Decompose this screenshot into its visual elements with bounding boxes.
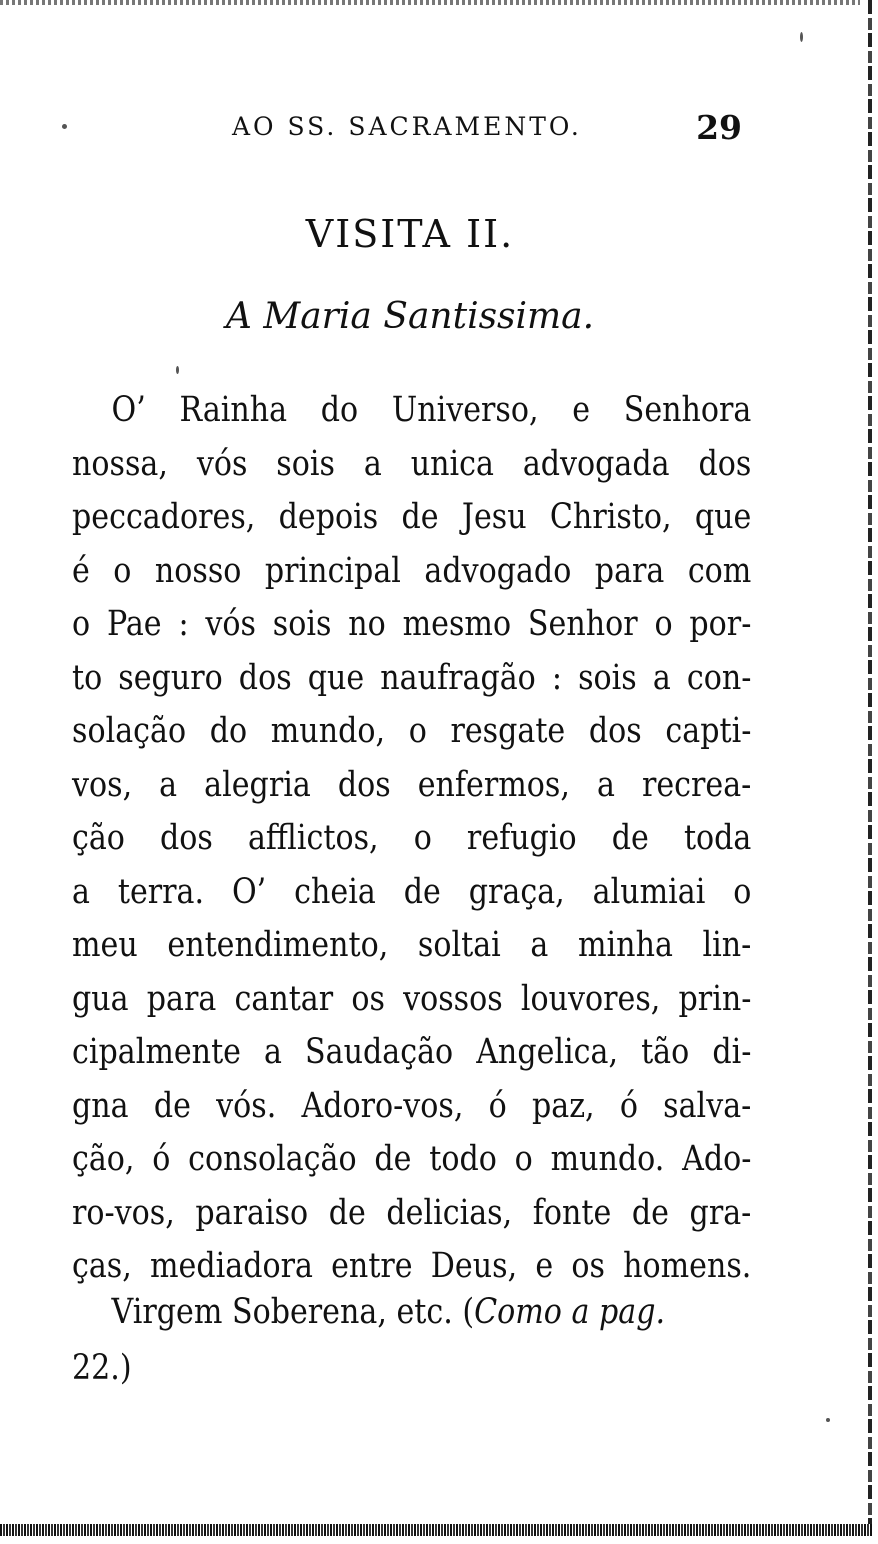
page-right-edge [868,0,872,1530]
ink-speck [826,1418,830,1422]
word: salva- [663,1085,752,1126]
text-line [72,1133,751,1187]
word: dos [337,764,391,805]
word: minha [578,925,673,965]
word: os [351,978,385,1019]
closing-line-1 [72,1284,751,1340]
word: ro-vos, [72,1192,175,1233]
word: que [307,657,365,698]
word: Christo, [549,497,672,537]
word: o [408,711,427,751]
text-line [72,1080,751,1134]
word: cantar [234,978,334,1019]
word: alegria [204,764,311,805]
word: a [530,925,549,965]
word: a [159,764,178,805]
word: com [687,550,752,591]
word: de [153,1085,191,1126]
word: o [113,550,132,591]
word: entre [331,1246,413,1286]
visit-title: VISITA II. [305,212,515,256]
word: Ado- [682,1139,752,1179]
word: Rainha [179,390,288,430]
word: de [611,818,649,858]
word: do [320,390,359,430]
prayer-text [72,384,752,1294]
word: o [654,604,673,644]
word: seguro [118,657,223,698]
text-line [72,759,751,813]
word: o [514,1139,533,1179]
word: Universo, [391,390,539,430]
text-line [72,652,751,706]
word: a [363,443,382,484]
word: afflictos, [247,818,379,858]
word: homens. [623,1246,752,1286]
word: o [72,604,91,644]
word: advogado [424,550,572,591]
word: resgate [450,711,566,751]
word: gna [72,1085,129,1126]
word: delicias, [386,1192,513,1233]
word: sois [276,443,335,484]
word: naufragão [380,657,536,698]
text-line [72,598,751,652]
word: peccadores, [72,497,256,537]
page-top-edge [0,0,860,5]
word: capti- [665,711,752,751]
word: O’ [111,390,146,430]
word: ó [488,1085,507,1126]
ink-speck [176,366,179,374]
word: Angelica, [476,1032,619,1072]
word: vós [205,604,256,644]
page-bottom-edge [0,1524,872,1536]
word: mundo. [550,1139,665,1179]
word: de [374,1139,412,1179]
word: advogada [522,443,670,484]
word: e [535,1246,554,1286]
text-line [72,919,751,973]
word: prin- [678,978,752,1019]
word: di- [712,1032,752,1072]
word: do [209,711,248,751]
word: tão [641,1032,690,1072]
word: a [652,657,671,698]
word: cheia [294,871,376,912]
word: Pae [106,604,162,644]
word: o [733,871,752,912]
word: : [178,604,189,644]
word: enfermos, [417,764,570,805]
ink-speck [62,124,67,129]
text-line [72,973,751,1027]
word: para [146,978,217,1019]
text-line [72,438,751,492]
word: fonte [532,1192,612,1233]
word: con- [686,657,752,698]
word: vós. [216,1085,277,1126]
text-line [72,545,751,599]
word: entendimento, [167,925,389,965]
word: Deus, [430,1246,518,1286]
text-line [72,491,751,545]
word: soltai [417,925,501,965]
word: dos [698,443,752,484]
word: ção, [72,1139,135,1179]
word: paraiso [195,1192,309,1233]
text-line [72,705,751,759]
word: a [72,871,90,912]
text-line [72,1187,751,1241]
word: : [551,657,563,698]
word: terra. [117,871,205,912]
word: solação [72,711,187,751]
running-head: AO SS. SACRAMENTO. [232,112,582,141]
word: ças, [72,1246,132,1286]
word: gra- [689,1192,752,1233]
word: de [328,1192,366,1233]
word: O’ [232,871,267,912]
page-number: 29 [696,108,742,147]
word: todo [429,1139,497,1179]
word: e [572,390,591,430]
word: vós [196,443,248,484]
word: Senhora [623,390,752,430]
word: refugio [466,818,577,858]
word: mesmo [402,604,512,644]
word: recrea- [641,764,752,805]
word: os [571,1246,605,1286]
word: que [694,497,752,537]
word: unica [410,443,494,484]
word: de [401,497,439,537]
ink-speck [800,32,803,42]
visit-subtitle: A Maria Santissima. [225,296,595,337]
word: mundo, [270,711,386,751]
word: alumiai [592,871,706,912]
word: louvores, [520,978,661,1019]
word: o [413,818,432,858]
word: paz, [531,1085,595,1126]
word: graça, [468,871,565,912]
word: sois [578,657,637,698]
word: Senhor [527,604,638,644]
word: to [72,657,103,698]
text-line [72,1026,751,1080]
word: toda [683,818,752,858]
word: de [403,871,441,912]
word: Jesu [461,497,527,537]
closing-reference: Virgem Soberena, etc. (Como a pag. [111,1292,666,1332]
text-line [72,812,751,866]
word: por- [689,604,752,644]
word: de [631,1192,669,1233]
word: a [264,1032,282,1072]
word: gua [72,978,129,1019]
word: para [594,550,665,591]
word: lin- [702,925,752,965]
word: consolação [188,1139,357,1179]
word: vos, [72,764,133,805]
word: ó [619,1085,638,1126]
word: a [596,764,615,805]
word: no [348,604,386,644]
word: é [72,550,90,591]
word: meu [72,925,138,965]
word: depois [278,497,379,537]
closing-line-2 [72,1340,751,1396]
word: dos [588,711,642,751]
closing-note [72,1284,752,1396]
text-line [72,866,751,920]
word: vossos [403,978,503,1019]
word: Adoro-vos, [301,1085,464,1126]
text-line [72,384,751,438]
word: Saudação [305,1032,454,1072]
word: nossa, [72,443,168,484]
word: dos [238,657,292,698]
word: sois [272,604,332,644]
word: principal [264,550,401,591]
word: dos [160,818,213,858]
word: cipalmente [72,1032,241,1072]
closing-page-ref: 22.) [72,1348,132,1388]
word: ó [152,1139,171,1179]
word: ção [72,818,125,858]
word: nosso [154,550,242,591]
word: mediadora [150,1246,313,1286]
